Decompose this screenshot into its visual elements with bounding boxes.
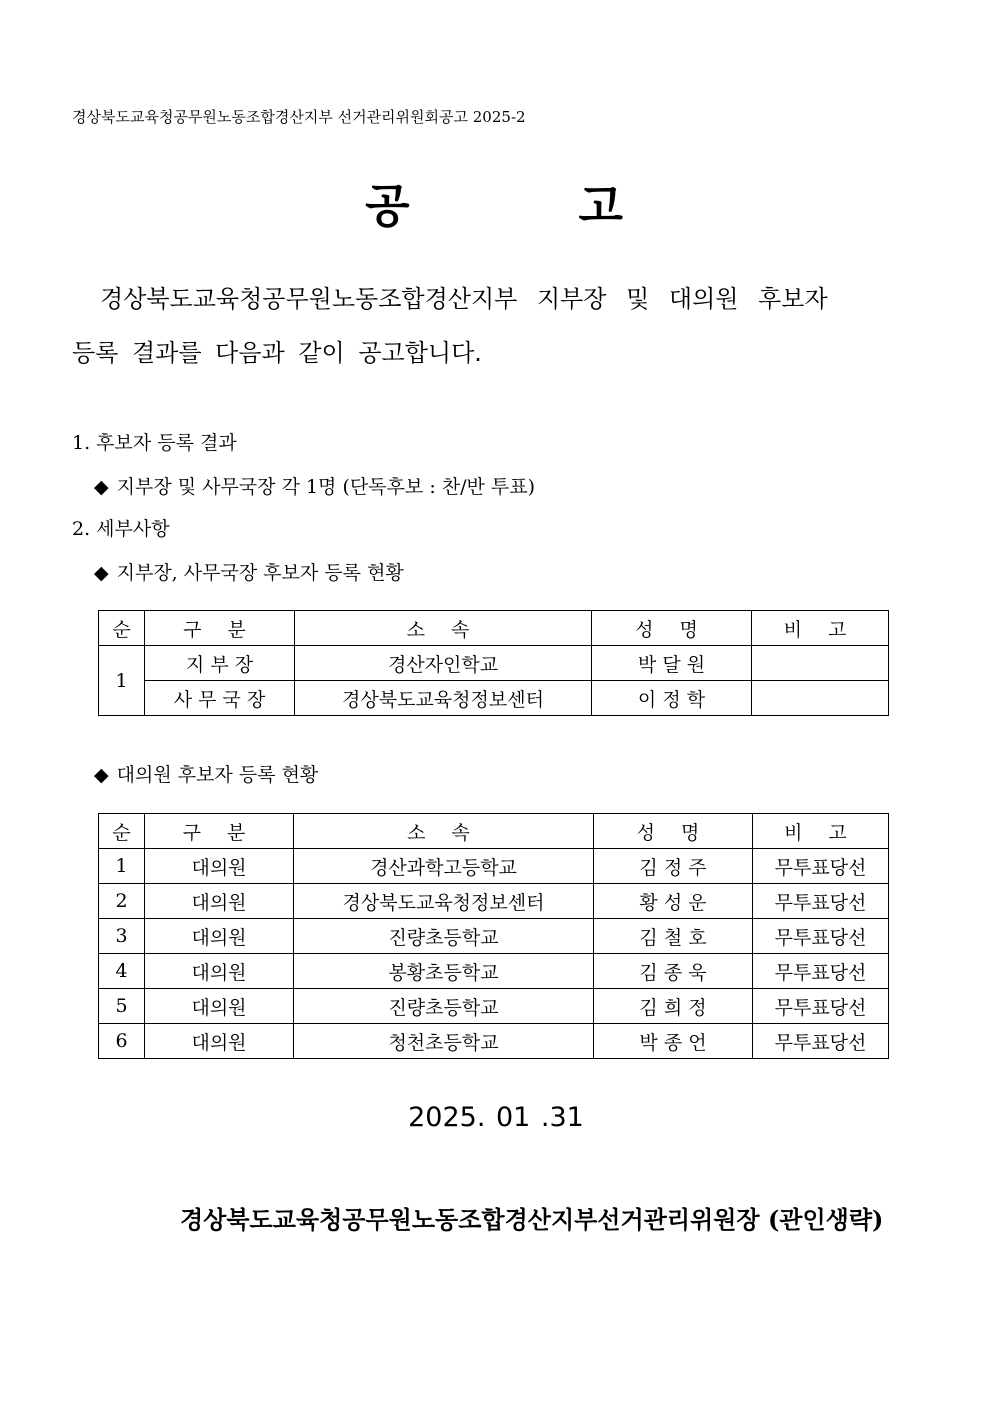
header-cell: 성 명 [592, 611, 752, 646]
note-cell: 무투표당선 [753, 849, 889, 884]
role-cell: 사 무 국 장 [145, 681, 295, 716]
affiliation-cell: 진량초등학교 [294, 919, 594, 954]
note-cell: 무투표당선 [753, 954, 889, 989]
role-cell: 대의원 [145, 884, 294, 919]
header-cell: 소 속 [294, 814, 594, 849]
page-title [0, 170, 992, 236]
role-cell: 대의원 [145, 1024, 294, 1059]
row-number: 1 [99, 849, 145, 884]
section-1-bullet-text: 지부장 및 사무국장 각 1명 (단독후보 : 찬/반 투표) [116, 476, 536, 498]
role-cell: 대의원 [145, 849, 294, 884]
role-cell: 대의원 [145, 989, 294, 1024]
intro-paragraph [72, 272, 924, 380]
table-row [99, 646, 889, 681]
table-row [99, 884, 889, 919]
table-header-row [99, 611, 889, 646]
header-cell: 성 명 [594, 814, 753, 849]
document-number: 경상북도교육청공무원노동조합경산지부 선거관리위원회공고 2025-2 [72, 108, 526, 126]
name-cell: 김 정 주 [594, 849, 753, 884]
affiliation-cell: 경산자인학교 [295, 646, 592, 681]
title-char-2: 고 [578, 179, 627, 233]
diamond-bullet-icon: ◆ [94, 476, 109, 498]
name-cell: 김 철 호 [594, 919, 753, 954]
section-1-bullet [94, 472, 535, 499]
affiliation-cell: 경상북도교육청정보센터 [295, 681, 592, 716]
header-cell: 구 분 [145, 814, 294, 849]
affiliation-cell: 진량초등학교 [294, 989, 594, 1024]
table-row [99, 681, 889, 716]
section-2-bullet [94, 558, 404, 585]
affiliation-cell: 경산과학고등학교 [294, 849, 594, 884]
table-row [99, 954, 889, 989]
signature-line: 경상북도교육청공무원노동조합경산지부선거관리위원장 (관인생략) [180, 1205, 884, 1234]
affiliation-cell: 봉황초등학교 [294, 954, 594, 989]
table-row [99, 1024, 889, 1059]
header-cell: 순 [99, 611, 145, 646]
officer-candidates-table [98, 610, 889, 716]
table-row [99, 919, 889, 954]
row-number: 5 [99, 989, 145, 1024]
role-cell: 대의원 [145, 954, 294, 989]
name-cell: 김 희 정 [594, 989, 753, 1024]
section-3-bullet [94, 760, 318, 787]
header-cell: 소 속 [295, 611, 592, 646]
section-1-heading: 1. 후보자 등록 결과 [72, 432, 237, 454]
header-cell: 비 고 [753, 814, 889, 849]
row-number: 2 [99, 884, 145, 919]
role-cell: 지 부 장 [145, 646, 295, 681]
note-cell: 무투표당선 [753, 989, 889, 1024]
row-number: 1 [99, 646, 145, 716]
diamond-bullet-icon: ◆ [94, 562, 109, 584]
note-cell [752, 681, 889, 716]
announcement-date: 2025. 01 .31 [408, 1102, 584, 1133]
header-cell: 순 [99, 814, 145, 849]
row-number: 6 [99, 1024, 145, 1059]
intro-line-2: 등록 결과를 다음과 같이 공고합니다. [72, 339, 482, 367]
intro-line-1: 경상북도교육청공무원노동조합경산지부 지부장 및 대의원 후보자 [100, 285, 828, 313]
name-cell: 박 달 원 [592, 646, 752, 681]
diamond-bullet-icon: ◆ [94, 764, 109, 786]
role-cell: 대의원 [145, 919, 294, 954]
note-cell: 무투표당선 [753, 919, 889, 954]
name-cell: 박 종 언 [594, 1024, 753, 1059]
affiliation-cell: 경상북도교육청정보센터 [294, 884, 594, 919]
affiliation-cell: 청천초등학교 [294, 1024, 594, 1059]
delegate-candidates-table [98, 813, 889, 1059]
header-cell: 구 분 [145, 611, 295, 646]
note-cell [752, 646, 889, 681]
title-char-1: 공 [365, 179, 414, 233]
table-row [99, 849, 889, 884]
name-cell: 이 정 학 [592, 681, 752, 716]
header-cell: 비 고 [752, 611, 889, 646]
name-cell: 김 종 욱 [594, 954, 753, 989]
section-3-bullet-text: 대의원 후보자 등록 현황 [116, 764, 319, 786]
section-2-heading: 2. 세부사항 [72, 518, 170, 540]
row-number: 3 [99, 919, 145, 954]
name-cell: 황 성 운 [594, 884, 753, 919]
table-header-row [99, 814, 889, 849]
note-cell: 무투표당선 [753, 1024, 889, 1059]
table-row [99, 989, 889, 1024]
section-2-bullet-text: 지부장, 사무국장 후보자 등록 현황 [116, 562, 404, 584]
row-number: 4 [99, 954, 145, 989]
note-cell: 무투표당선 [753, 884, 889, 919]
